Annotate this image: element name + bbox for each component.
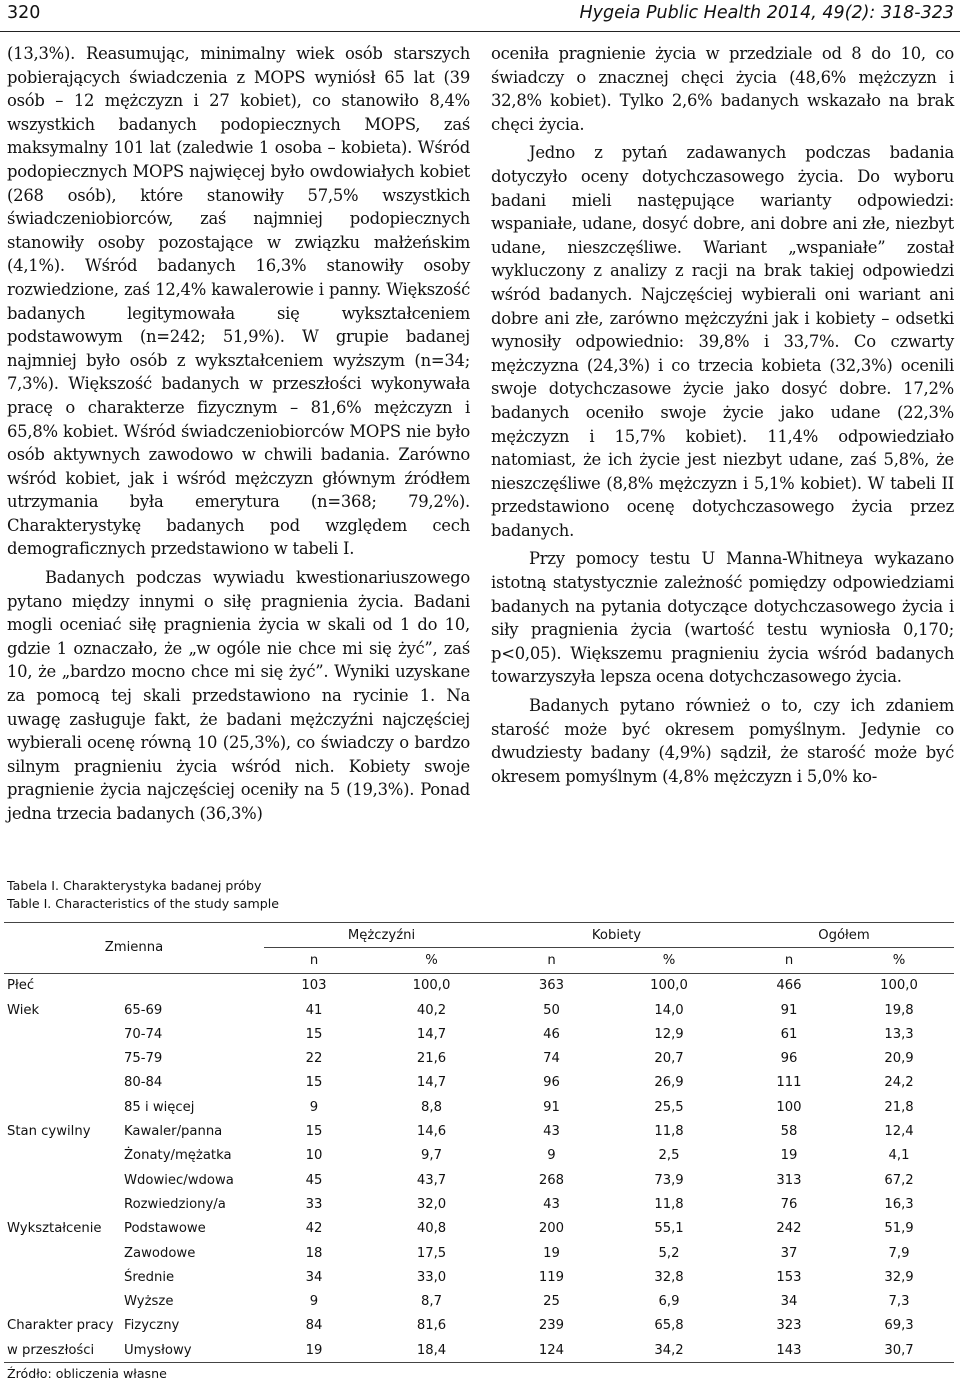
journal-citation: Hygeia Public Health 2014, 49(2): 318-323 — [579, 3, 954, 23]
row-group: Płeć — [7, 978, 35, 994]
row-group — [4, 1192, 124, 1216]
value-cell: 313 — [776, 1172, 802, 1188]
row-category — [124, 973, 264, 998]
value-cell: 21,8 — [884, 1099, 914, 1115]
row-category: Kawaler/panna — [124, 1124, 223, 1140]
value-cell: 5,2 — [658, 1245, 680, 1261]
value-cell: 11,8 — [654, 1196, 684, 1212]
value-cell: 466 — [776, 978, 802, 994]
row-group — [4, 1168, 124, 1192]
value-cell: 43,7 — [416, 1172, 447, 1188]
value-cell: 74 — [543, 1051, 560, 1067]
table-row — [4, 1289, 954, 1313]
value-cell: 61 — [780, 1026, 798, 1042]
value-cell: 6,9 — [658, 1294, 680, 1310]
table-row — [4, 1071, 954, 1095]
value-cell: 51,9 — [884, 1221, 914, 1237]
row-category: Podstawowe — [124, 1221, 206, 1237]
row-group — [4, 1071, 124, 1095]
value-cell: 76 — [780, 1196, 798, 1212]
value-cell: 14,6 — [416, 1124, 447, 1140]
table-row — [4, 1217, 954, 1241]
value-cell: 13,3 — [884, 1026, 914, 1042]
value-cell: 15 — [305, 1075, 323, 1091]
row-category: 75-79 — [124, 1051, 163, 1067]
table-row — [4, 1144, 954, 1168]
value-cell: 50 — [543, 1002, 560, 1018]
table-header-row — [4, 923, 954, 948]
row-group: Stan cywilny — [7, 1124, 91, 1140]
value-cell: 84 — [305, 1318, 323, 1334]
table-row — [4, 1265, 954, 1289]
value-cell: 9,7 — [421, 1148, 442, 1164]
value-cell: 17,5 — [416, 1245, 447, 1261]
value-cell: 10 — [305, 1148, 323, 1164]
value-cell: 8,8 — [421, 1099, 442, 1115]
row-group — [4, 1144, 124, 1168]
value-cell: 46 — [543, 1026, 560, 1042]
row-group: Wiek — [7, 1002, 40, 1018]
header-variable: Zmienna — [4, 923, 264, 974]
value-cell: 19 — [264, 1338, 364, 1363]
value-cell: 103 — [301, 978, 327, 994]
row-category: Średnie — [124, 1269, 175, 1285]
value-cell: 119 — [538, 1269, 565, 1285]
value-cell: 42 — [305, 1221, 323, 1237]
table-row — [4, 1338, 954, 1363]
value-cell: 4,1 — [888, 1148, 910, 1164]
value-cell: 21,6 — [416, 1051, 447, 1067]
value-cell: 30,7 — [844, 1338, 954, 1363]
value-cell: 111 — [776, 1075, 802, 1091]
row-group — [4, 1241, 124, 1265]
value-cell: 33 — [305, 1196, 323, 1212]
row-group: w przeszłości — [4, 1338, 124, 1363]
row-group: Charakter pracy — [7, 1318, 114, 1334]
row-group — [4, 1046, 124, 1070]
value-cell: 34 — [780, 1294, 798, 1310]
value-cell: 37 — [780, 1245, 798, 1261]
value-cell: 69,3 — [884, 1318, 914, 1334]
value-cell: 363 — [538, 978, 565, 994]
value-cell: 41 — [305, 1002, 323, 1018]
value-cell: 32,0 — [416, 1196, 447, 1212]
value-cell: 7,3 — [888, 1294, 910, 1310]
row-group — [4, 1095, 124, 1119]
table-source: Źródło: obliczenia własne — [7, 1366, 167, 1381]
value-cell: 26,9 — [654, 1075, 684, 1091]
value-cell: 242 — [776, 1221, 802, 1237]
value-cell: 11,8 — [654, 1124, 684, 1140]
row-group — [4, 1022, 124, 1046]
subheader-cell: % — [604, 948, 734, 973]
value-cell: 16,3 — [884, 1196, 914, 1212]
value-cell: 9 — [309, 1294, 319, 1310]
table-row — [4, 1241, 954, 1265]
value-cell: 100,0 — [412, 978, 451, 994]
value-cell: 34,2 — [604, 1338, 734, 1363]
header-group-total: Ogółem — [734, 923, 954, 948]
value-cell: 43 — [543, 1196, 560, 1212]
row-category: 80-84 — [124, 1075, 163, 1091]
row-category: Umysłowy — [124, 1338, 264, 1363]
value-cell: 15 — [305, 1026, 323, 1042]
header-group-men: Mężczyźni — [264, 923, 499, 948]
row-category: 70-74 — [124, 1026, 163, 1042]
value-cell: 18,4 — [364, 1338, 499, 1363]
paragraph: Jedno z pytań zadawanych podczas badania dotyczyło oceny dotychczasowego życia. Do wyboru badani mieli następujące warianty odpowiedzi: wspaniałe, udane, dosyć dobre, ani dobre ani złe, niezbyt udane, nieszczęśliwe. Wariant „wspaniałe” został wykluczony z analizy z racji na brak takiej odpowiedzi wśród badanych. Najczęściej wybierali oni wariant ani dobre ani złe, zarówno mężczyźni jak i kobiety – odsetki wynosiły odpowiednio: 39,8% i 33,7%. Co czwarty mężczyzna (24,3%) i co trzecia kobieta (32,3%) ocenili swoje dotychczasowe życie jako dosyć dobre. 17,2% badanych oceniło swoje życie jako udane (22,3% mężczyzn i 15,7% kobiet). 11,4% odpowiedziało natomiast, że ich życie jest niezbyt udane, zaś 5,8%, że nieszczęśliwe (8,8% mężczyzn i 5,1% kobiet). W tabeli II przedstawiono ocenę dotychczasowego życia przez badanych. — [491, 143, 954, 540]
paragraph: Badanych pytano również o to, czy ich zdaniem starość może być okresem pomyślnym. Jedynie co dwudziesty badany (4,9%) sądził, że starość może być okresem pomyślnym (4,8% mężczyzn i 5,0% ko- — [491, 696, 954, 786]
value-cell: 55,1 — [654, 1221, 684, 1237]
table-row — [4, 1314, 954, 1338]
table-row — [4, 1119, 954, 1143]
value-cell: 32,9 — [884, 1269, 914, 1285]
table-row — [4, 1022, 954, 1046]
row-category: Żonaty/mężatka — [124, 1148, 232, 1164]
table-row — [4, 998, 954, 1022]
value-cell: 143 — [734, 1338, 844, 1363]
value-cell: 268 — [538, 1172, 565, 1188]
value-cell: 100 — [776, 1099, 802, 1115]
value-cell: 33,0 — [416, 1269, 447, 1285]
value-cell: 14,7 — [416, 1075, 447, 1091]
subheader-cell: % — [364, 948, 499, 973]
table-row — [4, 1168, 954, 1192]
value-cell: 81,6 — [416, 1318, 447, 1334]
table-row — [4, 1192, 954, 1216]
value-cell: 200 — [538, 1221, 565, 1237]
value-cell: 19 — [543, 1245, 560, 1261]
right-column — [491, 42, 954, 788]
value-cell: 25,5 — [654, 1099, 684, 1115]
table-row — [4, 973, 954, 998]
value-cell: 22 — [305, 1051, 323, 1067]
value-cell: 73,9 — [654, 1172, 684, 1188]
page-number: 320 — [7, 3, 41, 23]
table-caption-en: Table I. Characteristics of the study sample — [7, 896, 279, 911]
value-cell: 124 — [499, 1338, 604, 1363]
value-cell: 2,5 — [658, 1148, 680, 1164]
paragraph: oceniła pragnienie życia w przedziale od 8 do 10, co świadczy o znacznej chęci życia (48,6% mężczyzn i 32,8% kobiet). Tylko 2,6% badanych wskazało na brak chęci życia. — [491, 44, 954, 134]
value-cell: 153 — [776, 1269, 802, 1285]
row-category: Fizyczny — [124, 1318, 180, 1334]
value-cell: 18 — [305, 1245, 323, 1261]
row-group: Wykształcenie — [7, 1221, 102, 1237]
row-category: 65-69 — [124, 1002, 163, 1018]
value-cell: 58 — [780, 1124, 798, 1140]
table-caption-pl: Tabela I. Charakterystyka badanej próby — [7, 878, 262, 893]
value-cell: 25 — [543, 1294, 560, 1310]
subheader-cell: n — [264, 948, 364, 973]
value-cell: 9 — [547, 1148, 556, 1164]
value-cell: 15 — [305, 1124, 323, 1140]
subheader-cell: n — [499, 948, 604, 973]
value-cell: 34 — [305, 1269, 323, 1285]
value-cell: 14,0 — [654, 1002, 684, 1018]
value-cell: 20,7 — [654, 1051, 684, 1067]
paragraph: (13,3%). Reasumując, minimalny wiek osób starszych pobierających świadczenia z MOPS wyniósł 65 lat (39 osób – 12 mężczyzn i 27 kobiet), co stanowiło 8,4% wszystkich badanych podopiecznych MOPS, zaś maksymalny 101 lat (zaledwie 1 osoba – kobieta). Wśród podopiecznych MOPS najwięcej było owdowiałych kobiet (268 osób), które stanowiły 57,5% wszystkich świadczeniobiorców, zaś najmniej podopiecznych stanowiły osoby pozostające w związku małżeńskim (4,1%). Wśród badanych 16,3% stanowiły osoby rozwiedzione, zaś 12,4% kawalerowie i panny. Większość badanych legitymowała się wykształceniem podstawowym (n=242; 51,9%). W grupie badanej najmniej było osób z wykształceniem wyższym (n=34; 7,3%). Większość badanych w przeszłości wykonywała pracę o charakterze fizycznym – 81,6% mężczyzn i 65,8% kobiet. Wśród świadczeniobiorców MOPS nie było osób aktywnych zawodowo w chwili badania. Zarówno wśród kobiet, jak i wśród mężczyzn głównym źródłem utrzymania była emerytura (n=368; 79,2%). Charakterystykę badanych pod względem cech demograficznych przedstawiono w tabeli I. — [7, 44, 470, 559]
value-cell: 96 — [543, 1075, 560, 1091]
paragraph: Badanych podczas wywiadu kwestionariuszowego pytano między innymi o siłę pragnienia życia. Badani mogli oceniać siłę pragnienia życia w skali od 1 do 10, gdzie 1 oznaczało, że „w ogóle nie chce mi się żyć”, zaś 10, że „bardzo mocno chce mi się żyć”. Wyniki uzyskane za pomocą tej skali przedstawiono na rycinie 1. Na uwagę zasługuje fakt, że badani mężczyźni najczęściej wybierali ocenę równą 10 (25,3%), co świadczy o bardzo silnym pragnieniu życia wśród nich. Kobiety swoje pragnienie życia najczęściej oceniły na 5 (19,3%). Ponad jedna trzecia badanych (36,3%) — [7, 568, 470, 823]
value-cell: 40,8 — [416, 1221, 447, 1237]
value-cell: 8,7 — [421, 1294, 442, 1310]
value-cell: 7,9 — [888, 1245, 910, 1261]
value-cell: 43 — [543, 1124, 560, 1140]
value-cell: 45 — [305, 1172, 323, 1188]
value-cell: 67,2 — [884, 1172, 914, 1188]
row-category: Zawodowe — [124, 1245, 196, 1261]
value-cell: 96 — [780, 1051, 798, 1067]
left-column — [7, 42, 470, 826]
subheader-cell: % — [844, 948, 954, 973]
row-group — [4, 1289, 124, 1313]
paragraph: Przy pomocy testu U Manna-Whitneya wykazano istotną statystycznie zależność pomiędzy odpowiedziami badanych na pytania dotyczące dotychczasowego życia i siły pragnienia życia (wartość testu wyniosła 0,170; p<0,05). Większemu pragnieniu życia wśród badanych towarzyszyła lepsza ocena dotychczasowego życia. — [491, 549, 954, 687]
row-category: 85 i więcej — [124, 1099, 195, 1115]
value-cell: 239 — [538, 1318, 565, 1334]
value-cell: 9 — [309, 1099, 319, 1115]
row-category: Wdowiec/wdowa — [124, 1172, 234, 1188]
header-group-women: Kobiety — [499, 923, 734, 948]
value-cell: 100,0 — [650, 978, 688, 994]
characteristics-table — [4, 922, 954, 1363]
subheader-cell: n — [734, 948, 844, 973]
value-cell: 19,8 — [884, 1002, 914, 1018]
row-category: Rozwiedziony/a — [124, 1196, 226, 1212]
table-row — [4, 1095, 954, 1119]
value-cell: 32,8 — [654, 1269, 684, 1285]
page-header — [0, 0, 960, 32]
value-cell: 91 — [780, 1002, 798, 1018]
value-cell: 323 — [776, 1318, 802, 1334]
value-cell: 91 — [543, 1099, 560, 1115]
value-cell: 12,9 — [654, 1026, 684, 1042]
table-row — [4, 1046, 954, 1070]
value-cell: 100,0 — [880, 978, 918, 994]
value-cell: 40,2 — [416, 1002, 447, 1018]
value-cell: 14,7 — [416, 1026, 447, 1042]
value-cell: 12,4 — [884, 1124, 914, 1140]
row-group — [4, 1265, 124, 1289]
row-category: Wyższe — [124, 1294, 174, 1310]
value-cell: 20,9 — [884, 1051, 914, 1067]
value-cell: 24,2 — [884, 1075, 914, 1091]
value-cell: 19 — [780, 1148, 798, 1164]
value-cell: 65,8 — [654, 1318, 684, 1334]
